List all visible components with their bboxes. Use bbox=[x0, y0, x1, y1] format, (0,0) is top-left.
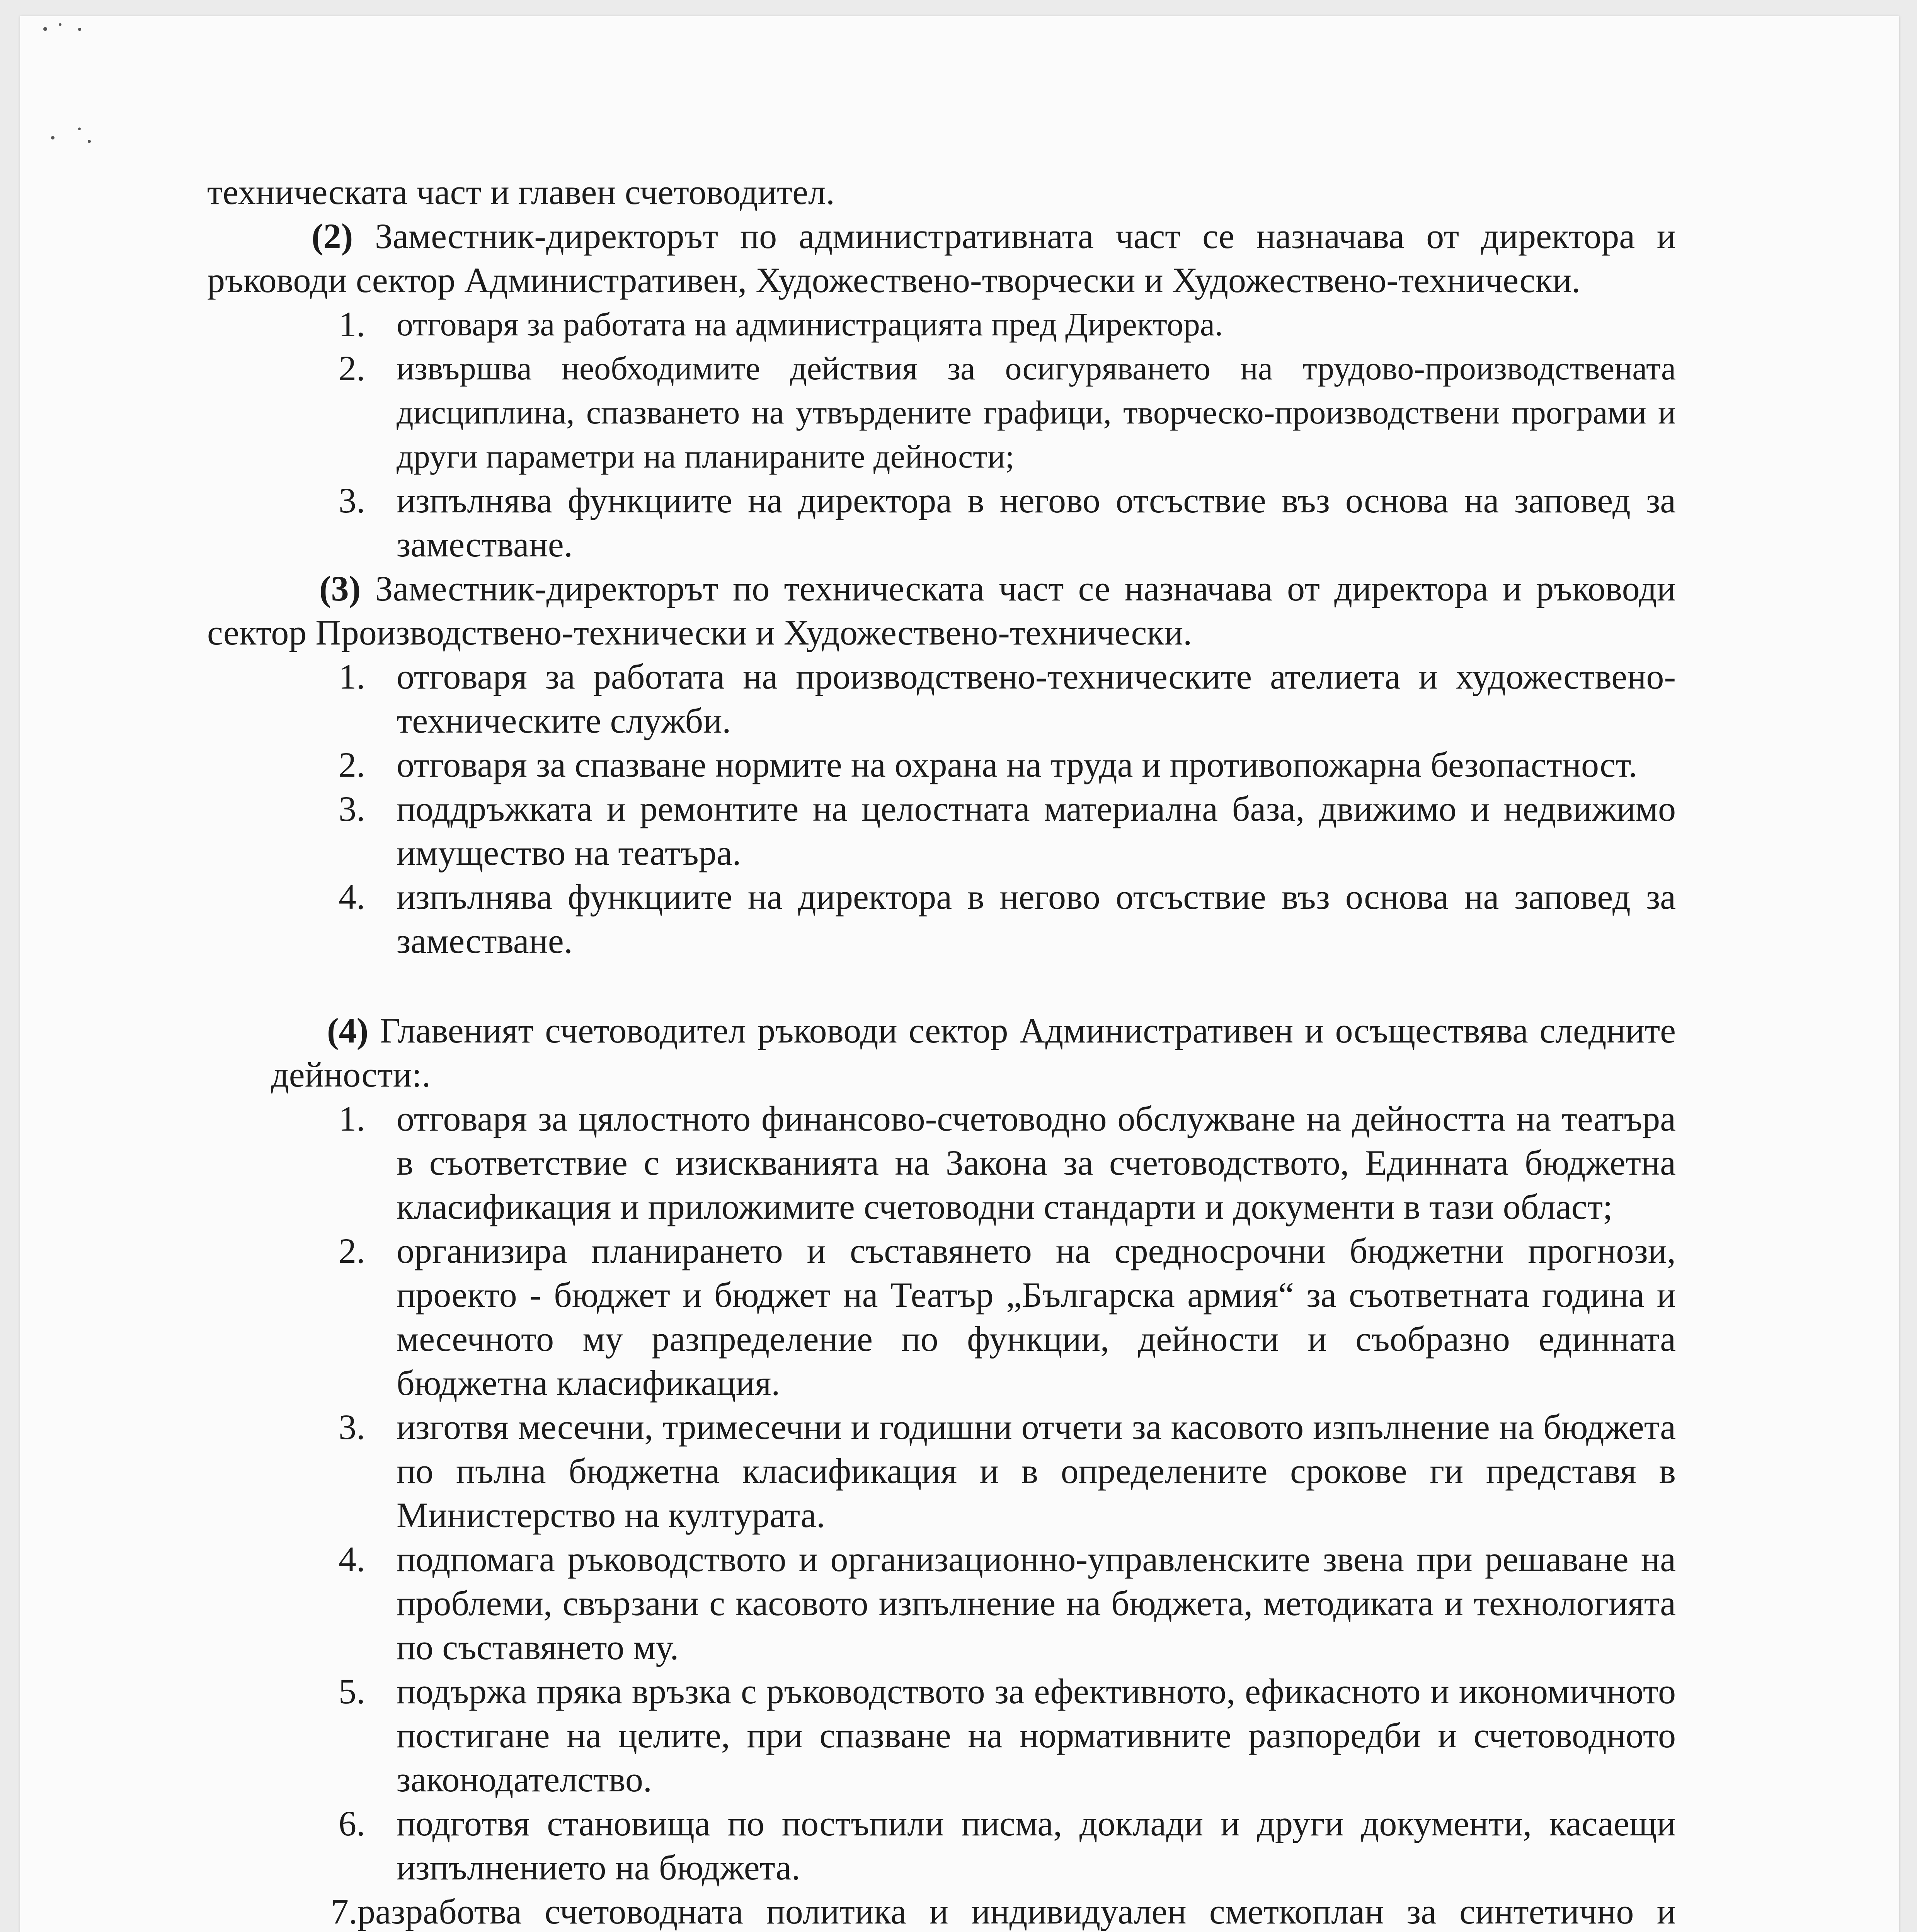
item-text: подържа пряка връзка с ръководството за ефективното, ефикасното и икономичното постигане на целите, при спазване на нормативните разпоредби и счетоводното законодателство. bbox=[397, 1672, 1676, 1799]
paragraph-3 bbox=[207, 566, 1676, 655]
list-item bbox=[207, 478, 1676, 566]
list-item bbox=[207, 346, 1676, 478]
item-text: организира планирането и съставянето на средносрочни бюджетни прогнози, проекто - бюджет и бюджет на Театър „Българска армия“ за съответната година и месечното му разпределение по функции, дейности и съобразно единната бюджетна класификация. bbox=[397, 1231, 1676, 1403]
item-text: подготвя становища по постъпили писма, доклади и други документи, касаещи изпълнението на бюджета. bbox=[397, 1804, 1676, 1887]
item-text: извършва необходимите действия за осигуряването на трудово-производствената дисциплина, спазването на утвърдените графици, творческо-производствени програми и други параметри на планираните дейности; bbox=[397, 350, 1676, 475]
item-label: 4. bbox=[339, 877, 365, 917]
item-text: отговаря за цялостното финансово-счетоводно обслужване на дейността на театъра в съответствие с изискванията на Закона за счетоводството, Единната бюджетна класификация и приложимите счетоводни стандарти и документи в тази област; bbox=[397, 1099, 1676, 1226]
item-text: изпълнява функциите на директора в негово отсъствие въз основа на заповед за заместване. bbox=[397, 481, 1676, 564]
item-text: отговаря за спазване нормите на охрана на труда и противопожарна безопастност. bbox=[397, 745, 1638, 784]
list-item bbox=[207, 1097, 1676, 1229]
spacer bbox=[207, 963, 1676, 1009]
paragraph-number: (4) bbox=[327, 1011, 369, 1050]
paragraph-number: (3) bbox=[319, 569, 361, 608]
item-label: 2. bbox=[339, 1231, 365, 1270]
item-text: отговаря за работата на администрацията пред Директора. bbox=[397, 306, 1223, 343]
item-text: изпълнява функциите на директора в негово отсъствие въз основа на заповед за заместване. bbox=[397, 877, 1676, 961]
list-item bbox=[207, 1229, 1676, 1405]
scan-speck bbox=[51, 136, 54, 139]
item-label: 2. bbox=[339, 349, 365, 388]
scan-speck bbox=[43, 27, 47, 31]
paragraph-2-list bbox=[207, 302, 1676, 566]
paragraph-number: (2) bbox=[312, 216, 353, 256]
item-text: изготвя месечни, тримесечни и годишни отчети за касовото изпълнение на бюджета по пълна бюджетна класификация и в определените срокове ги представя в Министерство на културата. bbox=[397, 1407, 1676, 1535]
list-item bbox=[207, 743, 1676, 787]
list-item bbox=[207, 875, 1676, 963]
paragraph-text: Заместник-директорът по техническата част се назначава от директора и ръководи сектор Производствено-технически и Художествено-технически. bbox=[207, 569, 1676, 652]
paragraph-text: Заместник-директорът по административната част се назначава от директора и ръководи сектор Административен, Художествено-творчески и Художествено-технически. bbox=[207, 216, 1676, 300]
scan-speck bbox=[59, 23, 61, 26]
item-label: 2. bbox=[339, 745, 365, 784]
item-label: 1. bbox=[339, 1099, 365, 1138]
list-item bbox=[207, 1537, 1676, 1669]
item-label: 3. bbox=[339, 789, 365, 828]
paragraph-2 bbox=[207, 214, 1676, 302]
list-item bbox=[207, 655, 1676, 743]
item-label: 6. bbox=[339, 1804, 365, 1843]
document-body bbox=[207, 170, 1676, 1932]
list-item bbox=[207, 302, 1676, 346]
list-item bbox=[207, 1405, 1676, 1537]
item-label: 3. bbox=[339, 1407, 365, 1447]
item-label: 1. bbox=[339, 657, 365, 696]
item-label: 4. bbox=[339, 1539, 365, 1579]
item-text: отговаря за работата на производствено-техническите ателиета и художествено-техническите служби. bbox=[397, 657, 1676, 740]
list-item-7: 7.разработва счетоводната политика и индивидуален сметкоплан за синтетично и bbox=[331, 1892, 1676, 1931]
paragraph-3-list bbox=[207, 655, 1676, 963]
item-text: поддръжката и ремонтите на целостната материална база, движимо и недвижимо имущество на театъра. bbox=[397, 789, 1676, 872]
item-text: подпомага ръководството и организационно-управленските звена при решаване на проблеми, свързани с касовото изпълнение на бюджета, методиката и технологията по съставянето му. bbox=[397, 1539, 1676, 1667]
intro-line: техническата част и главен счетоводител. bbox=[207, 172, 835, 212]
scan-speck bbox=[78, 28, 81, 31]
scan-speck bbox=[88, 140, 91, 143]
paragraph-text: Главеният счетоводител ръководи сектор Административен и осъществява следните дейности:. bbox=[271, 1011, 1676, 1094]
paragraph-4 bbox=[207, 1009, 1676, 1097]
item-label: 5. bbox=[339, 1672, 365, 1711]
list-item bbox=[207, 1669, 1676, 1801]
item-label: 1. bbox=[339, 304, 365, 344]
paragraph-4-list bbox=[207, 1097, 1676, 1889]
list-item bbox=[207, 787, 1676, 875]
scan-speck bbox=[78, 128, 81, 130]
list-item bbox=[207, 1801, 1676, 1889]
item-label: 3. bbox=[339, 481, 365, 520]
